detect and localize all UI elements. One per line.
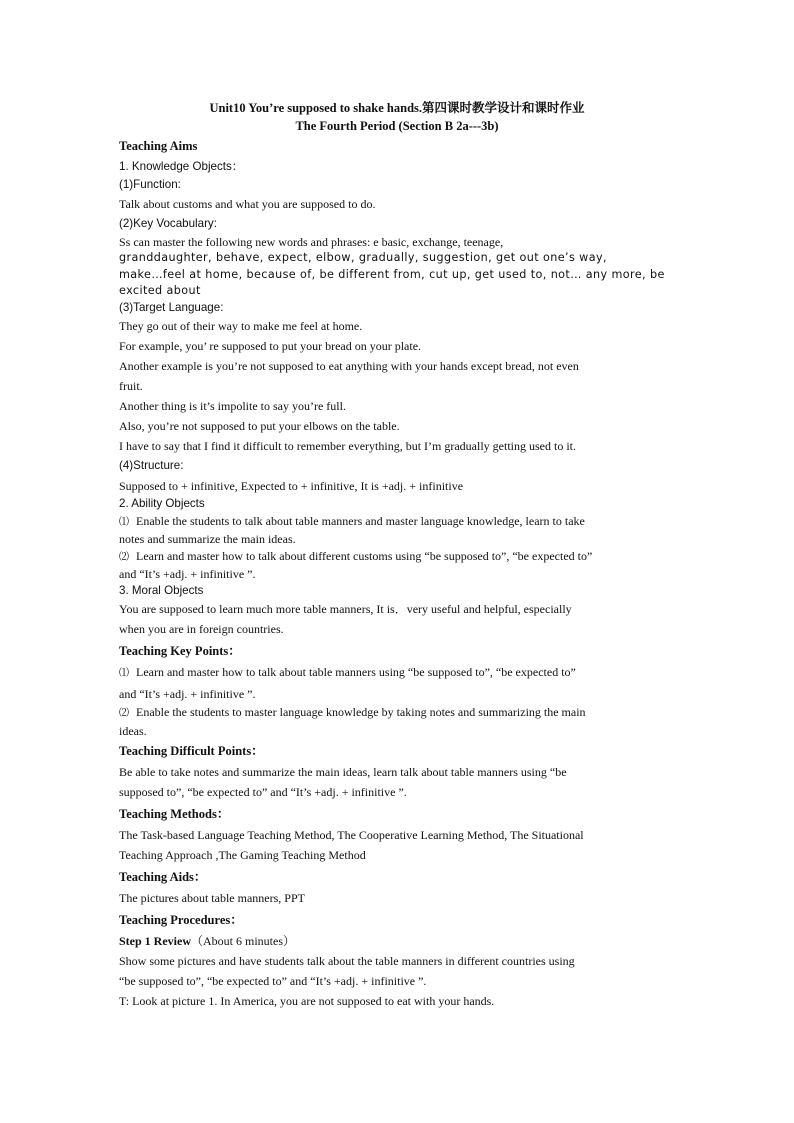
step-1-text: Show some pictures and have students talk about the table manners in different countries using: [119, 954, 575, 968]
step-1-text: “be supposed to”, “be expected to” and “It’s +adj. + infinitive ”.: [119, 974, 427, 988]
ability-item-continued: and “It’s +adj. + infinitive ”.: [119, 567, 256, 581]
target-language-sentence: I have to say that I find it difficult to remember everything, but I’m gradually getting used to it.: [119, 439, 576, 453]
moral-text: when you are in foreign countries.: [119, 622, 284, 636]
structure-label: (4)Structure:: [119, 459, 184, 472]
document-page: [119, 98, 675, 1011]
step-1-teacher-line: T: Look at picture 1. In America, you are not supposed to eat with your hands.: [119, 994, 495, 1008]
item-text: Enable the students to talk about table manners and master language knowledge, learn to take: [133, 513, 585, 528]
target-language-label: (3)Target Language:: [119, 300, 224, 314]
teaching-methods-text: Teaching Approach ,The Gaming Teaching Method: [119, 848, 366, 862]
function-label: (1)Function:: [119, 178, 181, 191]
teaching-methods-text: The Task-based Language Teaching Method, The Cooperative Learning Method, The Situational: [119, 828, 584, 842]
teaching-aims-heading: Teaching Aims: [119, 139, 198, 153]
key-point-item: [119, 662, 675, 684]
vocab-line: granddaughter, behave, expect, elbow, gradually, suggestion, get out one’s way,: [119, 251, 607, 264]
key-point-item-continued: ideas.: [119, 723, 147, 738]
document-subtitle: The Fourth Period (Section B 2a---3b): [295, 119, 499, 133]
item-text: Enable the students to master language knowledge by taking notes and summarizing the main: [133, 705, 586, 719]
target-language-sentence: Another example is you’re not supposed to eat anything with your hands except bread, not even: [119, 359, 579, 373]
teaching-aids-text: The pictures about table manners, PPT: [119, 891, 305, 905]
target-language-sentence: fruit.: [119, 379, 143, 393]
moral-text: You are supposed to learn much more table manners, It is．very useful and helpful, especially: [119, 602, 572, 616]
ability-item: [119, 548, 675, 567]
difficult-points-heading: Teaching Difficult Points：: [119, 744, 264, 758]
key-point-item: [119, 704, 675, 723]
item-number: ⑴: [119, 668, 129, 679]
item-text: Learn and master how to talk about different customs using “be supposed to”, “be expected to”: [133, 548, 593, 563]
moral-objects-label: 3. Moral Objects: [119, 583, 204, 597]
target-language-sentence: Also, you’re not supposed to put your elbows on the table.: [119, 419, 400, 433]
key-vocabulary-label: (2)Key Vocabulary:: [119, 216, 217, 230]
teaching-aids-heading: Teaching Aids：: [119, 870, 207, 884]
step-1-label: Step 1 Review: [119, 934, 191, 948]
target-language-sentence: For example, you’ re supposed to put your bread on your plate.: [119, 339, 422, 353]
difficult-points-text: Be able to take notes and summarize the main ideas, learn talk about table manners using “be: [119, 765, 567, 779]
item-number: ⑵: [119, 708, 129, 719]
ability-item-continued: notes and summarize the main ideas.: [119, 532, 296, 546]
key-points-heading: Teaching Key Points：: [119, 644, 241, 658]
teaching-methods-heading: Teaching Methods：: [119, 807, 230, 821]
item-number: ⑵: [119, 551, 129, 563]
ability-objects-label: 2. Ability Objects: [119, 497, 205, 510]
item-number: ⑴: [119, 516, 129, 528]
step-1-title: [119, 931, 675, 951]
structure-text: Supposed to + infinitive, Expected to + infinitive, It is +adj. + infinitive: [119, 479, 464, 493]
step-1-duration: （About 6 minutes）: [191, 934, 295, 948]
target-language-sentence: Another thing is it’s impolite to say you’re full.: [119, 399, 346, 413]
target-language-sentence: They go out of their way to make me feel at home.: [119, 319, 363, 333]
vocab-line: Ss can master the following new words and phrases: e basic, exchange, teenage,: [119, 234, 504, 249]
document-title: Unit10 You’re supposed to shake hands.第四课时教学设计和课时作业: [209, 101, 585, 115]
function-text: Talk about customs and what you are supposed to do.: [119, 196, 376, 211]
vocab-line: excited about: [119, 284, 201, 297]
vocab-line: make…feel at home, because of, be different from, cut up, get used to, not… any more, be: [119, 267, 665, 281]
ability-item: [119, 513, 675, 532]
knowledge-objects-label: 1. Knowledge Objects：: [119, 160, 244, 173]
difficult-points-text: supposed to”, “be expected to” and “It’s +adj. + infinitive ”.: [119, 785, 407, 799]
teaching-procedures-heading: Teaching Procedures：: [119, 913, 243, 927]
item-text: Learn and master how to talk about table manners using “be supposed to”, “be expected to”: [133, 665, 576, 679]
key-point-item-continued: and “It’s +adj. + infinitive ”.: [119, 687, 256, 701]
